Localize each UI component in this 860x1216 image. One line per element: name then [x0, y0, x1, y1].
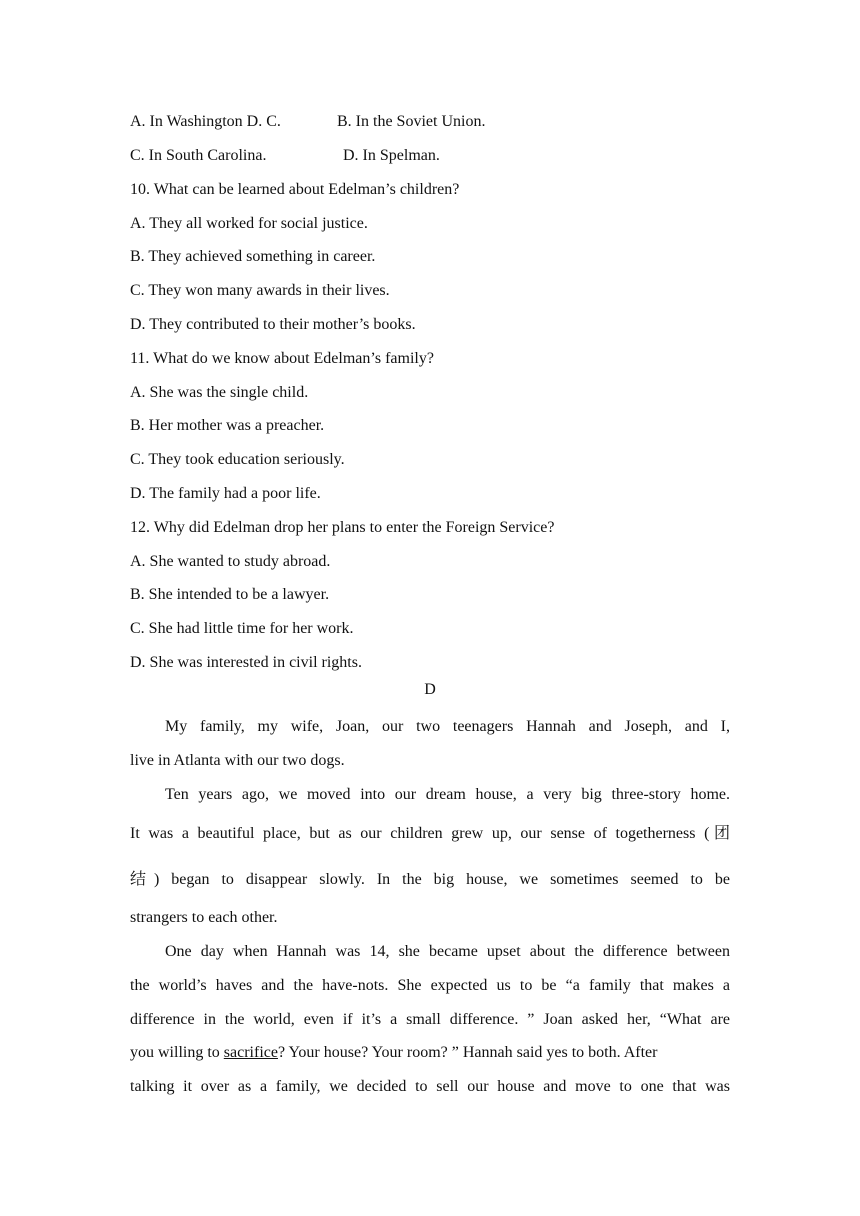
passage-line: My family, my wife, Joan, our two teenagers Hannah and Joseph, and I, — [165, 718, 730, 735]
passage-line: the world’s haves and the have-nots. She expected us to be “a family that makes a — [130, 977, 730, 994]
q12-option-c: C. She had little time for her work. — [130, 620, 354, 637]
passage-line: talking it over as a family, we decided to sell our house and move to one that was — [130, 1078, 730, 1095]
passage-line: difference in the world, even if it’s a small difference. ” Joan asked her, “What are — [130, 1011, 730, 1028]
q12-option-b: B. She intended to be a lawyer. — [130, 586, 330, 603]
q11-option-c: C. They took education seriously. — [130, 451, 345, 468]
underlined-word: sacrifice — [223, 1044, 278, 1061]
q10-stem: 10. What can be learned about Edelman’s children? — [130, 181, 460, 198]
q12-stem: 12. Why did Edelman drop her plans to enter the Foreign Service? — [130, 519, 555, 536]
q10-option-c: C. They won many awards in their lives. — [130, 282, 390, 299]
q11-option-d: D. The family had a poor life. — [130, 485, 321, 502]
passage-text: you willing to — [130, 1044, 224, 1061]
q9-option-b: B. In the Soviet Union. — [337, 113, 486, 130]
q11-option-a: A. She was the single child. — [130, 384, 309, 401]
passage-line: 结) began to disappear slowly. In the big house, we sometimes seemed to be — [130, 871, 730, 888]
passage-text: ? Your house? Your room? ” Hannah said yes to both. After — [277, 1044, 658, 1061]
section-heading: D — [424, 681, 436, 698]
passage-line — [130, 1043, 657, 1063]
q10-option-a: A. They all worked for social justice. — [130, 215, 368, 232]
passage-line: It was a beautiful place, but as our children grew up, our sense of togetherness (团 — [130, 825, 730, 842]
passage-line: strangers to each other. — [130, 909, 278, 926]
q10-option-d: D. They contributed to their mother’s books. — [130, 316, 416, 333]
q9-option-d: D. In Spelman. — [343, 147, 440, 164]
q12-option-d: D. She was interested in civil rights. — [130, 654, 362, 671]
passage-line: live in Atlanta with our two dogs. — [130, 752, 345, 769]
passage-line: One day when Hannah was 14, she became upset about the difference between — [165, 943, 730, 960]
q11-stem: 11. What do we know about Edelman’s family? — [130, 350, 434, 367]
passage-line: Ten years ago, we moved into our dream house, a very big three-story home. — [165, 786, 730, 803]
q12-option-a: A. She wanted to study abroad. — [130, 553, 331, 570]
q11-option-b: B. Her mother was a preacher. — [130, 417, 325, 434]
q9-option-a: A. In Washington D. C. — [130, 113, 281, 130]
q10-option-b: B. They achieved something in career. — [130, 248, 376, 265]
q9-option-c: C. In South Carolina. — [130, 147, 267, 164]
